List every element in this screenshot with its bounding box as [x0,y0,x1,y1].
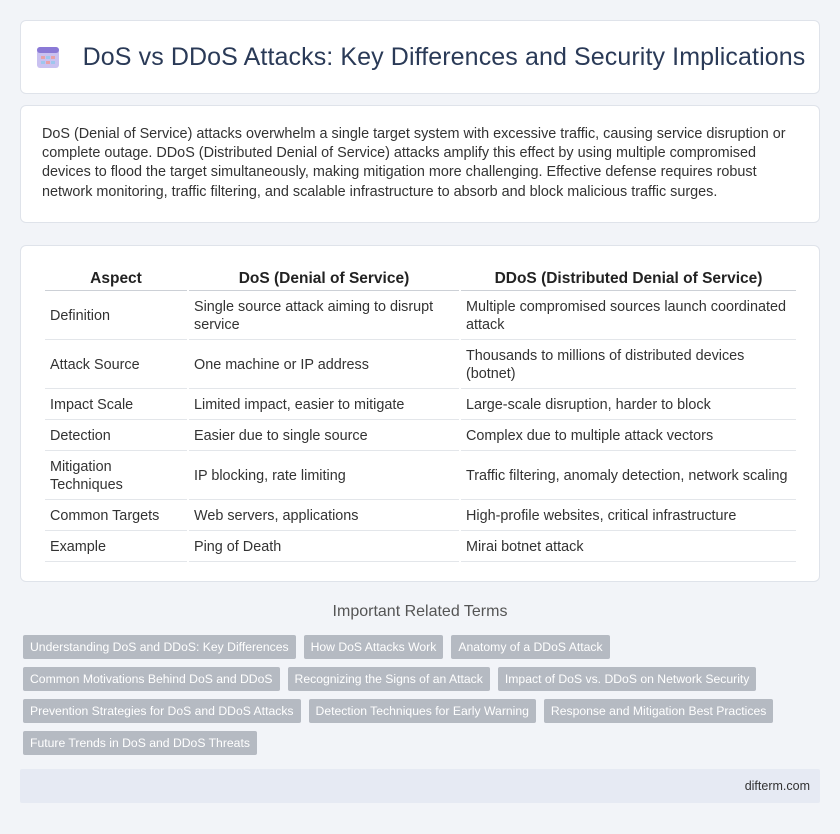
column-header-ddos: DDoS (Distributed Denial of Service) [461,267,796,291]
footer [20,769,820,803]
table-row [45,453,796,500]
related-term-tag[interactable]: Recognizing the Signs of an Attack [288,667,490,691]
related-term-tag[interactable]: Future Trends in DoS and DDoS Threats [23,731,257,755]
related-term-tag[interactable]: Prevention Strategies for DoS and DDoS Attacks [23,699,301,723]
table-cell-dos: Single source attack aiming to disrupt service [189,293,459,340]
column-header-dos: DoS (Denial of Service) [189,267,459,291]
table-cell-aspect: Detection [45,422,187,451]
table-cell-dos: Easier due to single source [189,422,459,451]
related-term-tag[interactable]: Detection Techniques for Early Warning [309,699,536,723]
table-row [45,502,796,531]
footer-site-link[interactable]: difterm.com [744,779,810,793]
table-cell-dos: IP blocking, rate limiting [189,453,459,500]
table-cell-aspect: Common Targets [45,502,187,531]
comparison-table-card [20,245,820,582]
table-cell-ddos: Mirai botnet attack [461,533,796,562]
page-title: DoS vs DDoS Attacks: Key Differences and Security Implications [82,42,806,71]
intro-paragraph: DoS (Denial of Service) attacks overwhelm a single target system with excessive traffic, causing service disruption or complete outage. DDoS (Distributed Denial of Service) attacks amplify this effect by using multiple compromised devices to flood the target simultaneously, making mitigation more challenging. Effective defense requires robust network monitoring, traffic filtering, and scalable infrastructure to absorb and block malicious traffic surges. [20,105,820,223]
table-cell-ddos: Complex due to multiple attack vectors [461,422,796,451]
table-cell-ddos: Large-scale disruption, harder to block [461,391,796,420]
table-row [45,342,796,389]
related-terms-tags [23,635,803,763]
calendar-grid-icon [35,44,61,70]
page-header [20,20,820,94]
related-term-tag[interactable]: Anatomy of a DDoS Attack [451,635,609,659]
related-term-tag[interactable]: How DoS Attacks Work [304,635,444,659]
comparison-table [43,265,798,564]
table-row [45,391,796,420]
table-cell-ddos: High-profile websites, critical infrastructure [461,502,796,531]
table-cell-dos: One machine or IP address [189,342,459,389]
table-cell-aspect: Mitigation Techniques [45,453,187,500]
table-row [45,293,796,340]
related-term-tag[interactable]: Impact of DoS vs. DDoS on Network Security [498,667,757,691]
table-cell-ddos: Thousands to millions of distributed devices (botnet) [461,342,796,389]
table-cell-aspect: Attack Source [45,342,187,389]
table-cell-aspect: Impact Scale [45,391,187,420]
table-row [45,422,796,451]
related-term-tag[interactable]: Common Motivations Behind DoS and DDoS [23,667,280,691]
table-cell-ddos: Traffic filtering, anomaly detection, network scaling [461,453,796,500]
table-cell-ddos: Multiple compromised sources launch coordinated attack [461,293,796,340]
table-cell-aspect: Example [45,533,187,562]
table-cell-dos: Web servers, applications [189,502,459,531]
related-terms-title: Important Related Terms [332,603,508,620]
table-cell-dos: Limited impact, easier to mitigate [189,391,459,420]
table-cell-dos: Ping of Death [189,533,459,562]
column-header-aspect: Aspect [45,267,187,291]
related-term-tag[interactable]: Response and Mitigation Best Practices [544,699,773,723]
table-cell-aspect: Definition [45,293,187,340]
related-term-tag[interactable]: Understanding DoS and DDoS: Key Differences [23,635,296,659]
table-header-row [45,267,796,291]
table-row [45,533,796,562]
